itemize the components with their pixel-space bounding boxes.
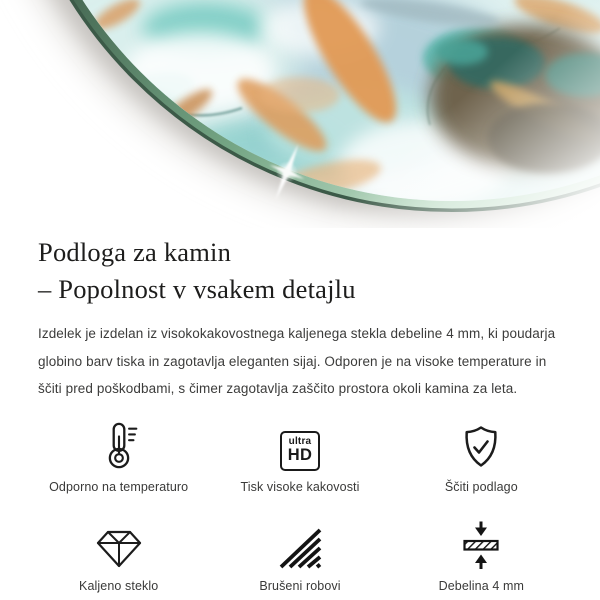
page-title [38,234,562,308]
ultra-hd-icon [280,431,320,471]
thermometer-icon [96,421,142,471]
product-description: Izdelek je izdelan iz visokokakovostnega kaljenega stekla debeline 4 mm, ki poudarja globino barv tiska in zagotavlja eleganten sijaj. Odporen je na visoke temperature in ščiti pred poškodbami, s čimer zagotavlja zaščito prostora okoli kamina za leta. [38,326,556,396]
glass-pad-illustration [0,0,600,228]
title-line-1: Podloga za kamin [38,237,232,267]
thickness-icon [457,520,505,570]
white-fade-overlay [0,0,600,228]
feature-temperature [28,419,209,494]
feature-label: Brušeni robovi [259,578,341,593]
ultra-hd-text-bottom: HD [287,445,313,464]
product-image [0,0,600,228]
feature-label: Kaljeno steklo [79,578,159,593]
feature-beveled-edges [209,518,390,593]
feature-protection [391,419,572,494]
feature-tempered-glass [28,518,209,593]
feature-print-quality [209,419,390,494]
title-line-2: – Popolnost v vsakem detajlu [38,274,356,304]
feature-label: Ščiti podlago [444,479,518,494]
shield-check-icon [457,423,505,471]
feature-label: Tisk visoke kakovosti [240,479,360,494]
features-grid [28,419,572,593]
feature-label: Debelina 4 mm [438,578,524,593]
content-section [0,228,600,593]
diamond-icon [94,528,144,570]
ultra-hd-text-top: ultra [288,435,312,447]
feature-thickness [391,518,572,593]
beveled-edges-icon [277,524,323,570]
feature-label: Odporno na temperaturo [49,479,189,494]
